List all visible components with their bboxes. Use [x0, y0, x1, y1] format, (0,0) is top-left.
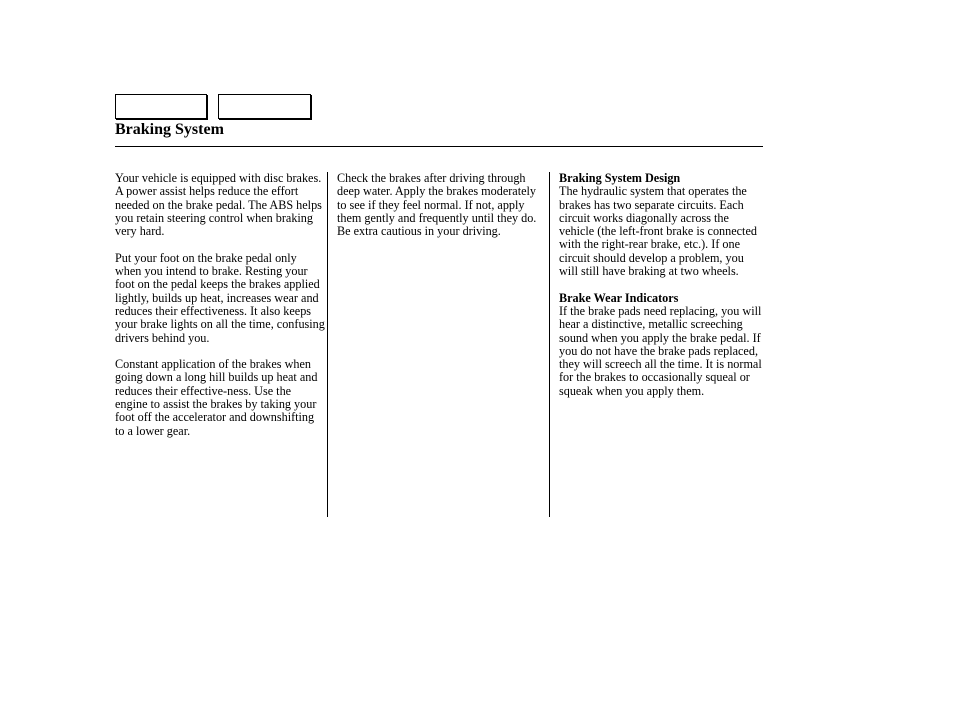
heading-braking-system-design: Braking System Design	[559, 171, 681, 185]
heading-brake-wear-indicators: Brake Wear Indicators	[559, 290, 679, 305]
paragraph-disc-brakes: Your vehicle is equipped with disc brakes. A power assist helps reduce the effort needed on the brake pedal. The ABS helps you retain steering control when braking very hard.	[115, 171, 322, 239]
paragraph-brake-pedal-use: Put your foot on the brake pedal only when you intend to brake. Resting your foot on the pedal keeps the brakes applied lightly, builds up heat, increases wear and reduces their effectiveness. It also keeps your brake lights on all the time, confusing drivers behind you.	[115, 250, 325, 345]
nav-button-previous[interactable]	[115, 94, 207, 119]
text-column-2	[337, 172, 543, 252]
paragraph-wear-indicators: If the brake pads need replacing, you will hear a distinctive, metallic screeching sound when you apply the brake pedal. If you do not have the brake pads replaced, they will screech all the time. It is normal for the brakes to occasionally squeal or squeak when you apply them.	[559, 303, 762, 398]
text-column-1	[115, 172, 325, 451]
paragraph-deep-water: Check the brakes after driving through deep water. Apply the brakes moderately to see if they feel normal. If not, apply them gently and frequently until they do. Be extra cautious in your driving.	[337, 171, 537, 239]
page-title: Braking System	[115, 121, 224, 138]
paragraph-hydraulic-system: The hydraulic system that operates the brakes has two separate circuits. Each circuit works diagonally across the vehicle (the left-front brake is connected with the right-rear brake, etc.). If one circuit should develop a problem, you will still have braking at two wheels.	[559, 184, 757, 279]
paragraph-downhill-braking: Constant application of the brakes when going down a long hill builds up heat and reduces their effective-ness. Use the engine to assist the brakes by taking your foot off the accelerator and downshifting to a lower gear.	[115, 357, 318, 438]
column-divider	[549, 172, 550, 517]
title-rule	[115, 146, 763, 147]
nav-button-next[interactable]	[218, 94, 311, 119]
text-column-3	[559, 172, 765, 411]
column-divider	[327, 172, 328, 517]
